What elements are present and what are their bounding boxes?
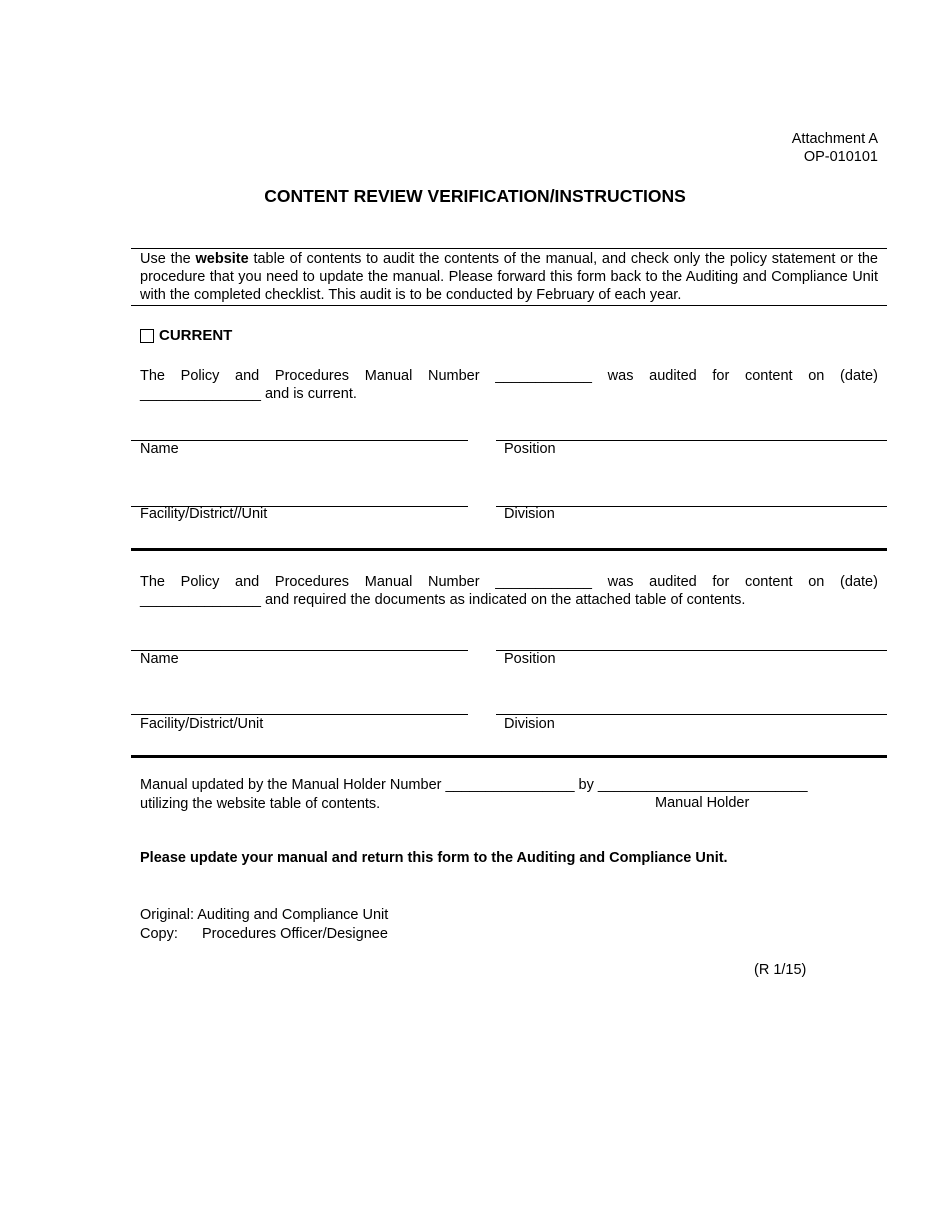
word: (date) <box>840 574 878 590</box>
header-block <box>792 130 878 166</box>
word: Number <box>427 574 480 590</box>
word: on <box>808 368 825 384</box>
copy-label: Copy: <box>140 926 178 942</box>
division-signature-line-2[interactable] <box>496 714 887 715</box>
intro-post: table of contents to audit the contents of the manual, and check only the policy statement or the procedure that you need to update the manual. Please forward this form back to the Auditing and Compliance Unit with the completed checklist. This audit is to be conducted by February of each year. <box>140 251 878 303</box>
word: for <box>712 368 730 384</box>
manual-update-block <box>140 776 880 814</box>
facility-signature-line-2[interactable] <box>131 714 468 715</box>
section2-statement <box>140 573 878 609</box>
word: Manual <box>364 368 413 384</box>
original-distribution <box>140 907 388 923</box>
name-signature-line-2[interactable] <box>131 650 468 651</box>
name-label: Name <box>140 441 179 457</box>
word: for <box>712 574 730 590</box>
original-value: Auditing and Compliance Unit <box>197 907 389 923</box>
section1-line2: _______________ and is current. <box>140 386 357 402</box>
facility-label-2: Facility/District/Unit <box>140 716 264 732</box>
word: and <box>235 574 260 590</box>
word: Policy <box>180 574 220 590</box>
intro-bold: website <box>195 251 249 267</box>
word: Procedures <box>274 368 350 384</box>
word: Manual <box>364 574 413 590</box>
copy-distribution <box>140 926 388 942</box>
position-label-2: Position <box>504 651 556 667</box>
manual-update-line1: Manual updated by the Manual Holder Number ________________ by __________________________ <box>140 777 808 793</box>
word: audited <box>649 574 697 590</box>
position-label: Position <box>504 441 556 457</box>
manual-update-line2: utilizing the website table of contents. <box>140 796 381 812</box>
word: The <box>140 574 165 590</box>
manual-number-blank[interactable]: ____________ <box>495 574 592 590</box>
word: The <box>140 368 165 384</box>
section-divider <box>131 548 887 551</box>
name-signature-line[interactable] <box>131 440 468 441</box>
division-label-2: Division <box>504 716 555 732</box>
attachment-label: Attachment A <box>791 131 878 147</box>
intro-pre: Use the <box>140 251 196 267</box>
current-label: CURRENT <box>159 327 233 344</box>
word: was <box>607 574 634 590</box>
facility-label: Facility/District//Unit <box>140 506 268 522</box>
page-title: CONTENT REVIEW VERIFICATION/INSTRUCTIONS <box>264 186 686 206</box>
manual-number-blank[interactable]: ____________ <box>495 368 592 384</box>
word: Policy <box>180 368 220 384</box>
instructions-box <box>131 248 887 306</box>
original-label: Original: <box>140 907 194 923</box>
word: Number <box>427 368 480 384</box>
manual-holder-label: Manual Holder <box>655 795 750 811</box>
return-instruction: Please update your manual and return this form to the Auditing and Compliance Unit. <box>140 850 728 866</box>
section1-line1 <box>140 367 878 385</box>
division-label: Division <box>504 506 555 522</box>
word: on <box>808 574 825 590</box>
word: and <box>235 368 260 384</box>
word: audited <box>649 368 697 384</box>
word: Procedures <box>274 574 350 590</box>
word: was <box>607 368 634 384</box>
word: content <box>744 574 793 590</box>
section2-line2: _______________ and required the documents as indicated on the attached table of contents. <box>140 592 746 608</box>
section-divider-2 <box>131 755 887 758</box>
document-code: OP-010101 <box>803 149 878 165</box>
current-option[interactable] <box>140 327 232 344</box>
section2-line1 <box>140 573 878 591</box>
revision-code: (R 1/15) <box>754 962 807 978</box>
word: (date) <box>840 368 878 384</box>
name-label-2: Name <box>140 651 179 667</box>
current-checkbox[interactable] <box>140 329 154 343</box>
section1-statement <box>140 367 878 403</box>
word: content <box>744 368 793 384</box>
copy-value: Procedures Officer/Designee <box>202 926 388 942</box>
